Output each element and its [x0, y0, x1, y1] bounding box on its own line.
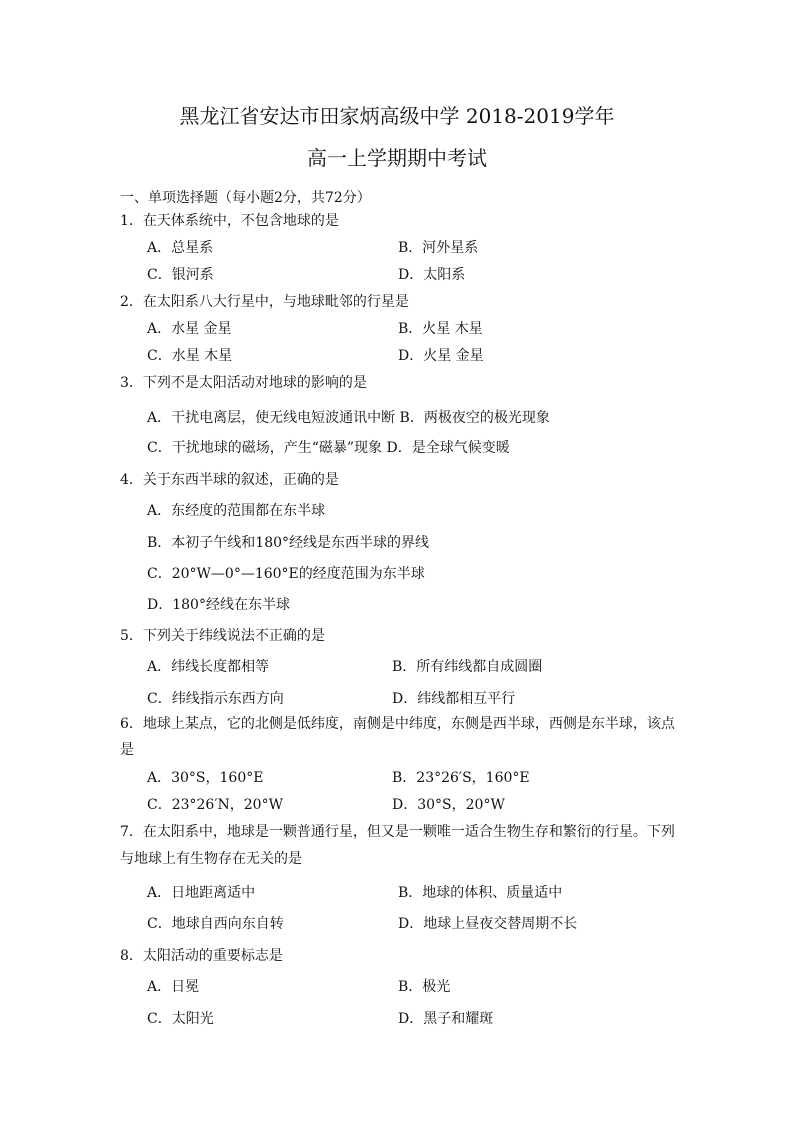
question-5-option-a: A．纬线长度都相等: [147, 659, 270, 675]
question-8-option-c: C．太阳光: [147, 1011, 214, 1027]
question-1-option-c: C．银河系: [147, 267, 214, 283]
question-3-stem: 3．下列不是太阳活动对地球的影响的是: [120, 375, 367, 391]
question-7-option-d: D．地球上昼夜交替周期不长: [398, 916, 578, 932]
question-6-option-d: D．30°S，20°W: [392, 797, 505, 813]
question-7-option-b: B．地球的体积、质量适中: [398, 885, 563, 901]
question-2-option-a: A．水星 金星: [147, 321, 232, 337]
question-8-stem: 8．太阳活动的重要标志是: [120, 948, 283, 964]
question-5-option-d: D．纬线都相互平行: [392, 691, 516, 707]
question-5-option-b: B．所有纬线都自成圆圈: [392, 659, 543, 675]
question-4-option-d: D．180°经线在东半球: [147, 597, 290, 613]
question-1-option-b: B．河外星系: [398, 240, 479, 256]
question-8-option-a: A．日冕: [147, 979, 200, 995]
question-6-stem: 6．地球上某点，它的北侧是低纬度，南侧是中纬度，东侧是西半球，西侧是东半球，该点: [120, 716, 675, 732]
question-1-stem: 1．在天体系统中，不包含地球的是: [120, 213, 339, 229]
question-6-option-b: B．23°26′S，160°E: [392, 770, 530, 786]
question-8-option-b: B．极光: [398, 979, 451, 995]
question-7-stem: 7．在太阳系中，地球是一颗普通行星，但又是一颗唯一适合生物生存和繁衍的行星。下列: [120, 824, 675, 840]
question-2-option-b: B．火星 木星: [398, 321, 483, 337]
question-7-option-c: C．地球自西向东自转: [147, 916, 284, 932]
question-3-option-cd: C．干扰地球的磁场，产生“磁暴”现象 D．是全球气候变暖: [147, 440, 510, 456]
question-7-option-a: A．日地距离适中: [147, 885, 256, 901]
question-1-option-d: D．太阳系: [398, 267, 466, 283]
question-6-option-a: A．30°S，160°E: [147, 770, 264, 786]
question-8-option-d: D．黑子和耀斑: [398, 1011, 494, 1027]
exam-title-line2: 高一上学期期中考试: [307, 146, 487, 170]
question-2-option-c: C．水星 木星: [147, 348, 233, 364]
question-4-stem: 4．关于东西半球的叙述，正确的是: [120, 472, 339, 488]
question-2-option-d: D．火星 金星: [398, 348, 484, 364]
question-6-stem-continued: 是: [120, 742, 134, 758]
question-7-stem-continued: 与地球上有生物存在无关的是: [120, 851, 302, 867]
question-5-stem: 5．下列关于纬线说法不正确的是: [120, 628, 325, 644]
question-4-option-b: B．本初子午线和180°经线是东西半球的界线: [147, 535, 430, 551]
question-1-option-a: A．总星系: [147, 240, 214, 256]
exam-title-line1: 黑龙江省安达市田家炳高级中学 2018-2019学年: [179, 104, 615, 128]
section-heading: 一、单项选择题（每小题2分，共72分）: [120, 190, 371, 206]
question-6-option-c: C．23°26′N，20°W: [147, 797, 283, 813]
question-4-option-c: C．20°W—0°—160°E的经度范围为东半球: [147, 566, 425, 582]
question-4-option-a: A．东经度的范围都在东半球: [147, 503, 326, 519]
question-2-stem: 2．在太阳系八大行星中，与地球毗邻的行星是: [120, 294, 409, 310]
question-5-option-c: C．纬线指示东西方向: [147, 691, 284, 707]
question-3-option-ab: A．干扰电离层，使无线电短波通讯中断 B．两极夜空的极光现象: [147, 410, 550, 426]
